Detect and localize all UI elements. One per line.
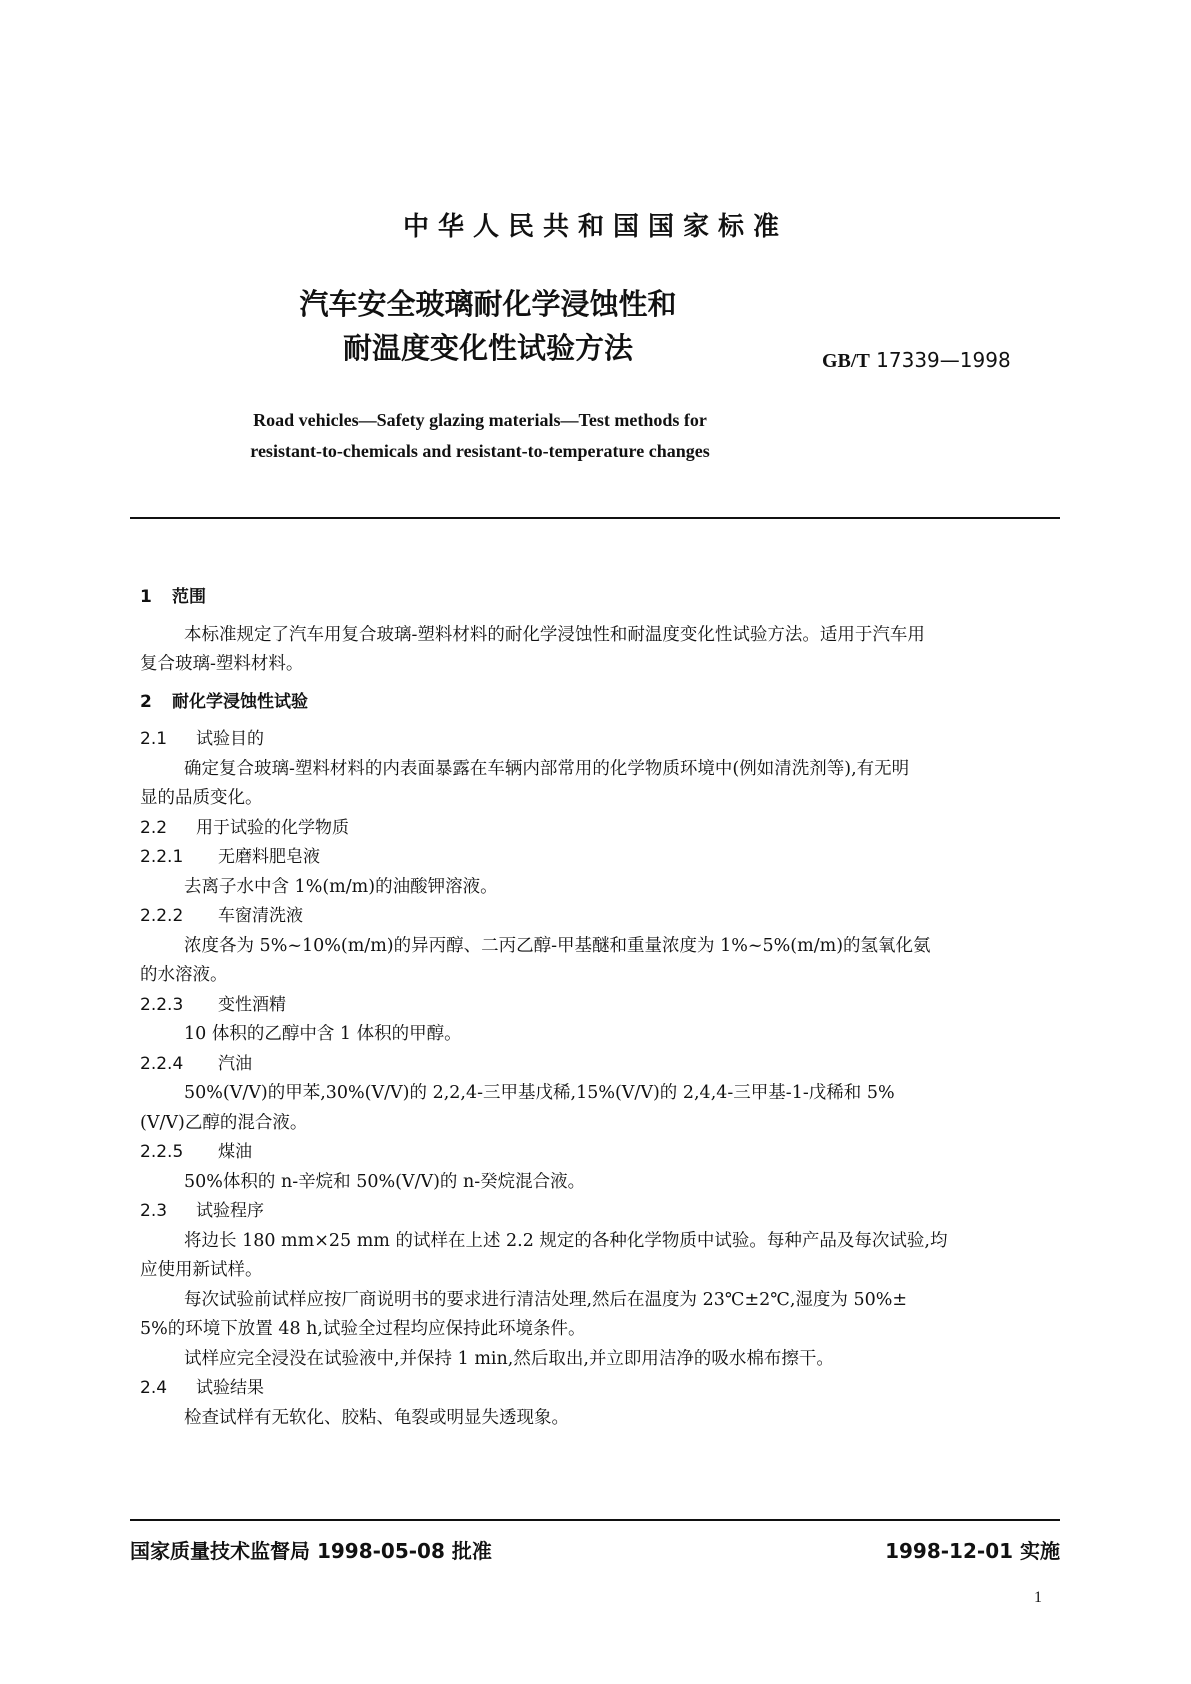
paragraph-line: 显的品质变化。 xyxy=(140,788,263,808)
section-2-4-heading xyxy=(140,1374,1060,1404)
paragraph-line: 浓度各为 5%~10%(m/m)的异丙醇、二丙乙醇-甲基醚和重量浓度为 1%~5%(m/m)的氢氧化氨 xyxy=(184,935,931,956)
paragraph-line: 50%(V/V)的甲苯,30%(V/V)的 2,2,4-三甲基戊稀,15%(V/V)的 2,4,4-三甲基-1-戊稀和 5% xyxy=(184,1083,895,1103)
title-en-line1: Road vehicles—Safety glazing materials—Test methods for xyxy=(253,410,707,430)
paragraph-line: 10 体积的乙醇中含 1 体积的甲醇。 xyxy=(184,1024,462,1044)
page-number: 1 xyxy=(1034,1589,1042,1606)
paragraph-line: 确定复合玻璃-塑料材料的内表面暴露在车辆内部常用的化学物质环境中(例如清洗剂等),有无明 xyxy=(184,758,910,779)
standard-number-value: 17339—1998 xyxy=(876,348,1011,372)
section-title: 耐化学浸蚀性试验 xyxy=(172,691,308,712)
paragraph-line: 复合玻璃-塑料材料。 xyxy=(140,654,304,674)
section-number: 2.2.4 xyxy=(140,1053,184,1074)
national-standard-heading: 中华人民共和国国家标准 xyxy=(402,212,788,242)
section-number: 2.2.5 xyxy=(140,1142,184,1162)
paragraph-line: 将边长 180 mm×25 mm 的试样在上述 2.2 规定的各种化学物质中试验。每种产品及每次试验,均 xyxy=(184,1230,948,1251)
section-1-heading xyxy=(140,583,1060,613)
section-2-2-4-heading xyxy=(140,1050,1060,1080)
section-2-3-heading xyxy=(140,1197,1060,1227)
standard-number xyxy=(822,348,1011,373)
paragraph-line: 5%的环境下放置 48 h,试验全过程均应保持此环境条件。 xyxy=(140,1319,586,1339)
section-title: 车窗清洗液 xyxy=(218,906,303,926)
section-title: 试验结果 xyxy=(196,1378,264,1398)
section-2-2-heading xyxy=(140,814,1060,844)
section-number: 2.2.2 xyxy=(140,906,184,926)
approval-date: 国家质量技术监督局 1998-05-08 批准 xyxy=(130,1539,492,1563)
section-2-2-3-heading xyxy=(140,991,1060,1021)
section-title: 煤油 xyxy=(218,1142,252,1162)
section-number: 2.2.1 xyxy=(140,847,184,867)
section-title: 试验程序 xyxy=(196,1201,264,1221)
paragraph-line: 本标准规定了汽车用复合玻璃-塑料材料的耐化学浸蚀性和耐温度变化性试验方法。适用于汽车用 xyxy=(184,624,925,645)
section-2-heading xyxy=(140,688,1060,718)
implementation-date: 1998-12-01 实施 xyxy=(885,1539,1060,1563)
section-title: 汽油 xyxy=(218,1053,252,1074)
footer-rule xyxy=(130,1519,1060,1521)
title-zh-line2: 耐温度变化性试验方法 xyxy=(342,331,633,365)
standard-number-prefix: GB/T xyxy=(822,350,870,372)
paragraph-line: 检查试样有无软化、胶粘、龟裂或明显失透现象。 xyxy=(184,1407,569,1428)
paragraph-line: 试样应完全浸没在试验液中,并保持 1 min,然后取出,并立即用洁净的吸水棉布擦干。 xyxy=(184,1348,834,1369)
paragraph-line: (V/V)乙醇的混合液。 xyxy=(140,1112,308,1133)
document-body xyxy=(140,575,1060,1433)
section-title: 范围 xyxy=(172,587,206,607)
paragraph-line: 去离子水中含 1%(m/m)的油酸钾溶液。 xyxy=(184,876,498,897)
section-2-1-heading xyxy=(140,725,1060,755)
paragraph-line: 应使用新试样。 xyxy=(140,1260,263,1280)
section-number: 2.4 xyxy=(140,1378,168,1398)
section-number: 2.3 xyxy=(140,1201,168,1221)
section-number: 2 xyxy=(140,691,152,712)
section-number: 2.1 xyxy=(140,729,168,749)
section-2-2-2-heading xyxy=(140,902,1060,932)
section-number: 1 xyxy=(140,587,152,607)
title-zh-line1: 汽车安全玻璃耐化学浸蚀性和 xyxy=(299,287,677,321)
section-title: 变性酒精 xyxy=(218,994,286,1015)
title-en-line2: resistant-to-chemicals and resistant-to-temperature changes xyxy=(250,441,710,461)
section-number: 2.2.3 xyxy=(140,994,184,1015)
header-rule xyxy=(130,517,1060,519)
paragraph-line: 的水溶液。 xyxy=(140,965,228,985)
paragraph-line: 每次试验前试样应按厂商说明书的要求进行清洁处理,然后在温度为 23℃±2℃,湿度为 50%± xyxy=(184,1289,908,1310)
section-2-2-1-heading xyxy=(140,843,1060,873)
section-2-2-5-heading xyxy=(140,1138,1060,1168)
section-number: 2.2 xyxy=(140,817,168,838)
section-title: 用于试验的化学物质 xyxy=(196,817,349,838)
section-title: 无磨料肥皂液 xyxy=(218,847,320,867)
section-title: 试验目的 xyxy=(196,729,264,749)
paragraph-line: 50%体积的 n-辛烷和 50%(V/V)的 n-癸烷混合液。 xyxy=(184,1171,586,1192)
